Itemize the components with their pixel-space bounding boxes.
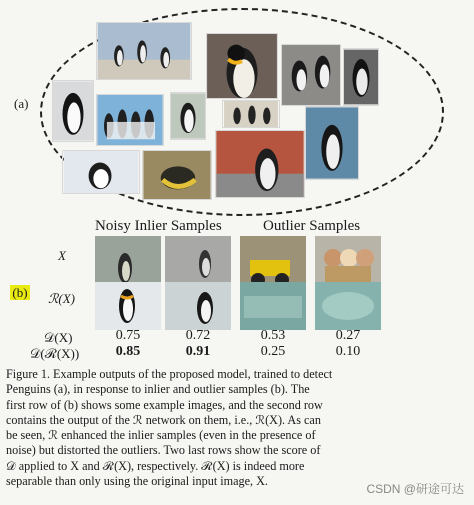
caption-line: noise) but distorted the outliers. Two last rows show the score of: [6, 443, 321, 458]
penguin-photo: [170, 92, 206, 140]
reconstructed-outlier-2: [315, 282, 381, 330]
caption-line: be seen, ℛ enhanced the inlier samples (even in the presence of: [6, 428, 316, 443]
penguin-photo: [343, 48, 379, 106]
caption-line: Penguins (a), in response to inlier and outlier samples (b). The: [6, 382, 310, 397]
penguin-photo: [206, 33, 278, 99]
row-rx-label: ℛ(X): [48, 291, 75, 306]
reconstructed-inlier-2: [165, 282, 231, 330]
caption-line: first row of (b) shows some example images, and the second row: [6, 397, 323, 412]
caption-line: separable than only using the original input image, X.: [6, 474, 268, 489]
penguin-photo: [215, 130, 305, 198]
reconstructed-inlier-1: [95, 282, 161, 330]
penguin-photo: [222, 100, 280, 128]
score-dx-inlier-2: 0.72: [185, 328, 211, 343]
score-drx-outlier-2: 0.10: [335, 344, 361, 359]
score-drx-outlier-1: 0.25: [260, 344, 286, 359]
figure-caption: [6, 367, 468, 489]
score-row-label-dx: 𝒟(X): [44, 330, 73, 345]
score-row-label-drx: 𝒟(ℛ(X)): [30, 346, 80, 361]
panel-b-label: (b): [10, 285, 30, 300]
score-dx-outlier-1: 0.53: [260, 328, 286, 343]
outlier-header: Outlier Samples: [263, 218, 361, 234]
score-drx-inlier-2: 0.91: [185, 344, 211, 359]
penguin-photo: [305, 106, 359, 180]
caption-line: Figure 1. Example outputs of the proposed model, trained to detect: [6, 367, 333, 381]
penguin-photo: [142, 150, 212, 200]
penguin-photo: [96, 94, 164, 146]
reconstructed-outlier-1: [240, 282, 306, 330]
penguin-photo: [96, 22, 192, 80]
watermark: CSDN @研途可达: [366, 482, 464, 496]
penguin-photo: [281, 44, 341, 106]
caption-line: contains the output of the ℛ network on them, i.e., ℛ(X). As can: [6, 412, 321, 427]
score-drx-inlier-1: 0.85: [115, 344, 141, 359]
inlier-header: Noisy Inlier Samples: [95, 218, 222, 234]
score-dx-outlier-2: 0.27: [335, 328, 361, 343]
score-dx-inlier-1: 0.75: [115, 328, 141, 343]
penguin-photo: [62, 150, 140, 194]
panel-a-label: (a): [14, 96, 29, 111]
row-x-label: X: [58, 248, 66, 263]
caption-line: 𝒟 applied to X and ℛ(X), respectively. ℛ(X) is indeed more: [6, 458, 305, 473]
penguin-photo: [52, 80, 94, 142]
